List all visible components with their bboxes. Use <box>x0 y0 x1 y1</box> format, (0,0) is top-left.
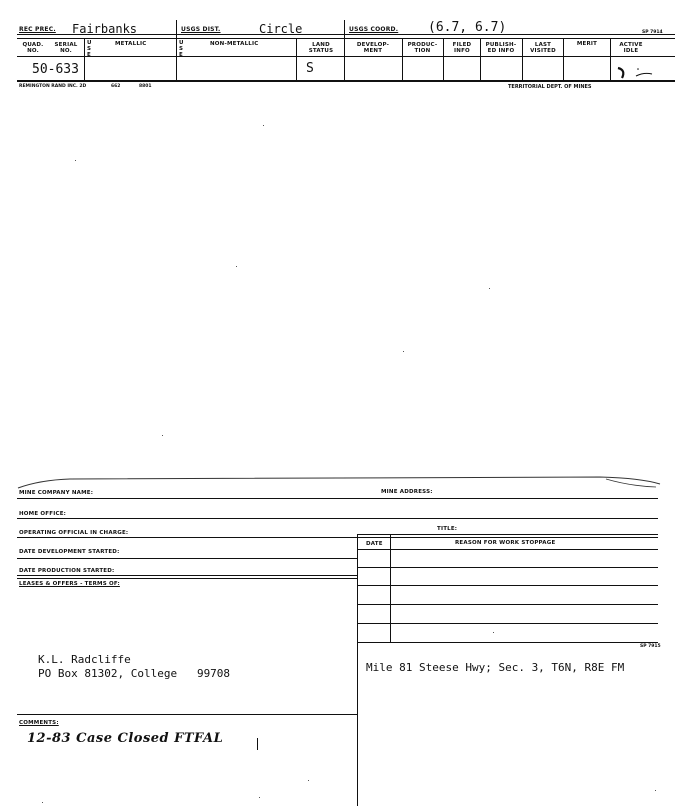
col-use-metallic: U S E <box>87 40 92 58</box>
col-serial: SERIAL NO. <box>54 42 78 54</box>
comments-label: COMMENTS: <box>19 720 59 726</box>
usgs-dist-value: Circle <box>259 22 303 36</box>
col-development: DEVELOP-MENT <box>356 42 390 54</box>
bottom-card <box>0 470 678 806</box>
top-card <box>0 0 678 100</box>
col-production: PRODUC-TION <box>407 42 438 54</box>
col-published-info: PUBLISH-ED INFO <box>485 42 517 54</box>
date-dev-label: DATE DEVELOPMENT STARTED: <box>19 549 120 555</box>
reason-col-header: REASON FOR WORK STOPPAGE <box>455 540 556 546</box>
date-prod-label: DATE PRODUCTION STARTED: <box>19 568 115 574</box>
owner-address: PO Box 81302, College 99708 <box>38 667 231 680</box>
home-office-label: HOME OFFICE: <box>19 511 67 517</box>
printer-code-1: 662 <box>111 84 121 89</box>
col-use-nonmetallic: U S E <box>179 40 184 58</box>
col-merit: MERIT <box>576 41 598 47</box>
handwritten-comment: 12-83 Case Closed FTFAL <box>27 731 224 746</box>
rec-prec-label: REC PREC. <box>19 26 56 33</box>
printer-note: REMINGTON RAND INC. 2D <box>19 84 87 89</box>
top-form-number: SP 7914 <box>642 30 663 35</box>
card-top-edge <box>0 470 678 496</box>
mine-location: Mile 81 Steese Hwy; Sec. 3, T6N, R8E FM <box>366 661 625 674</box>
land-status-value: S <box>306 61 314 76</box>
usgs-dist-label: USGS DIST. <box>181 26 221 33</box>
bottom-form-number: SP 7915 <box>640 644 661 649</box>
col-quad: QUAD. NO. <box>22 42 44 54</box>
printer-code-2: 8801 <box>139 84 152 89</box>
usgs-coord-label: USGS COORD. <box>349 26 399 33</box>
col-last-visited: LAST VISITED <box>530 42 556 54</box>
col-metallic: METALLIC <box>115 41 147 47</box>
active-idle-mark <box>612 60 662 82</box>
col-active-idle: ACTIVE IDLE <box>619 42 643 54</box>
owner-name: K.L. Radcliffe <box>38 653 131 666</box>
title-label: TITLE: <box>437 526 458 532</box>
quad-serial-value: 50-633 <box>32 62 79 77</box>
operating-official-label: OPERATING OFFICIAL IN CHARGE: <box>19 530 129 536</box>
col-filed-info: FILED INFO <box>452 42 472 54</box>
mine-address-label: MINE ADDRESS: <box>381 489 433 495</box>
usgs-coord-value: (6.7, 6.7) <box>428 20 507 35</box>
col-land-status: LAND STATUS <box>308 42 334 54</box>
leases-label: LEASES & OFFERS - TERMS OF: <box>19 581 120 587</box>
rec-prec-value: Fairbanks <box>72 22 138 36</box>
mine-company-label: MINE COMPANY NAME: <box>19 490 94 496</box>
dept-label: TERRITORIAL DEPT. OF MINES <box>508 84 592 90</box>
col-nonmetallic: NON-METALLIC <box>210 41 259 47</box>
date-col-header: DATE <box>366 541 383 547</box>
